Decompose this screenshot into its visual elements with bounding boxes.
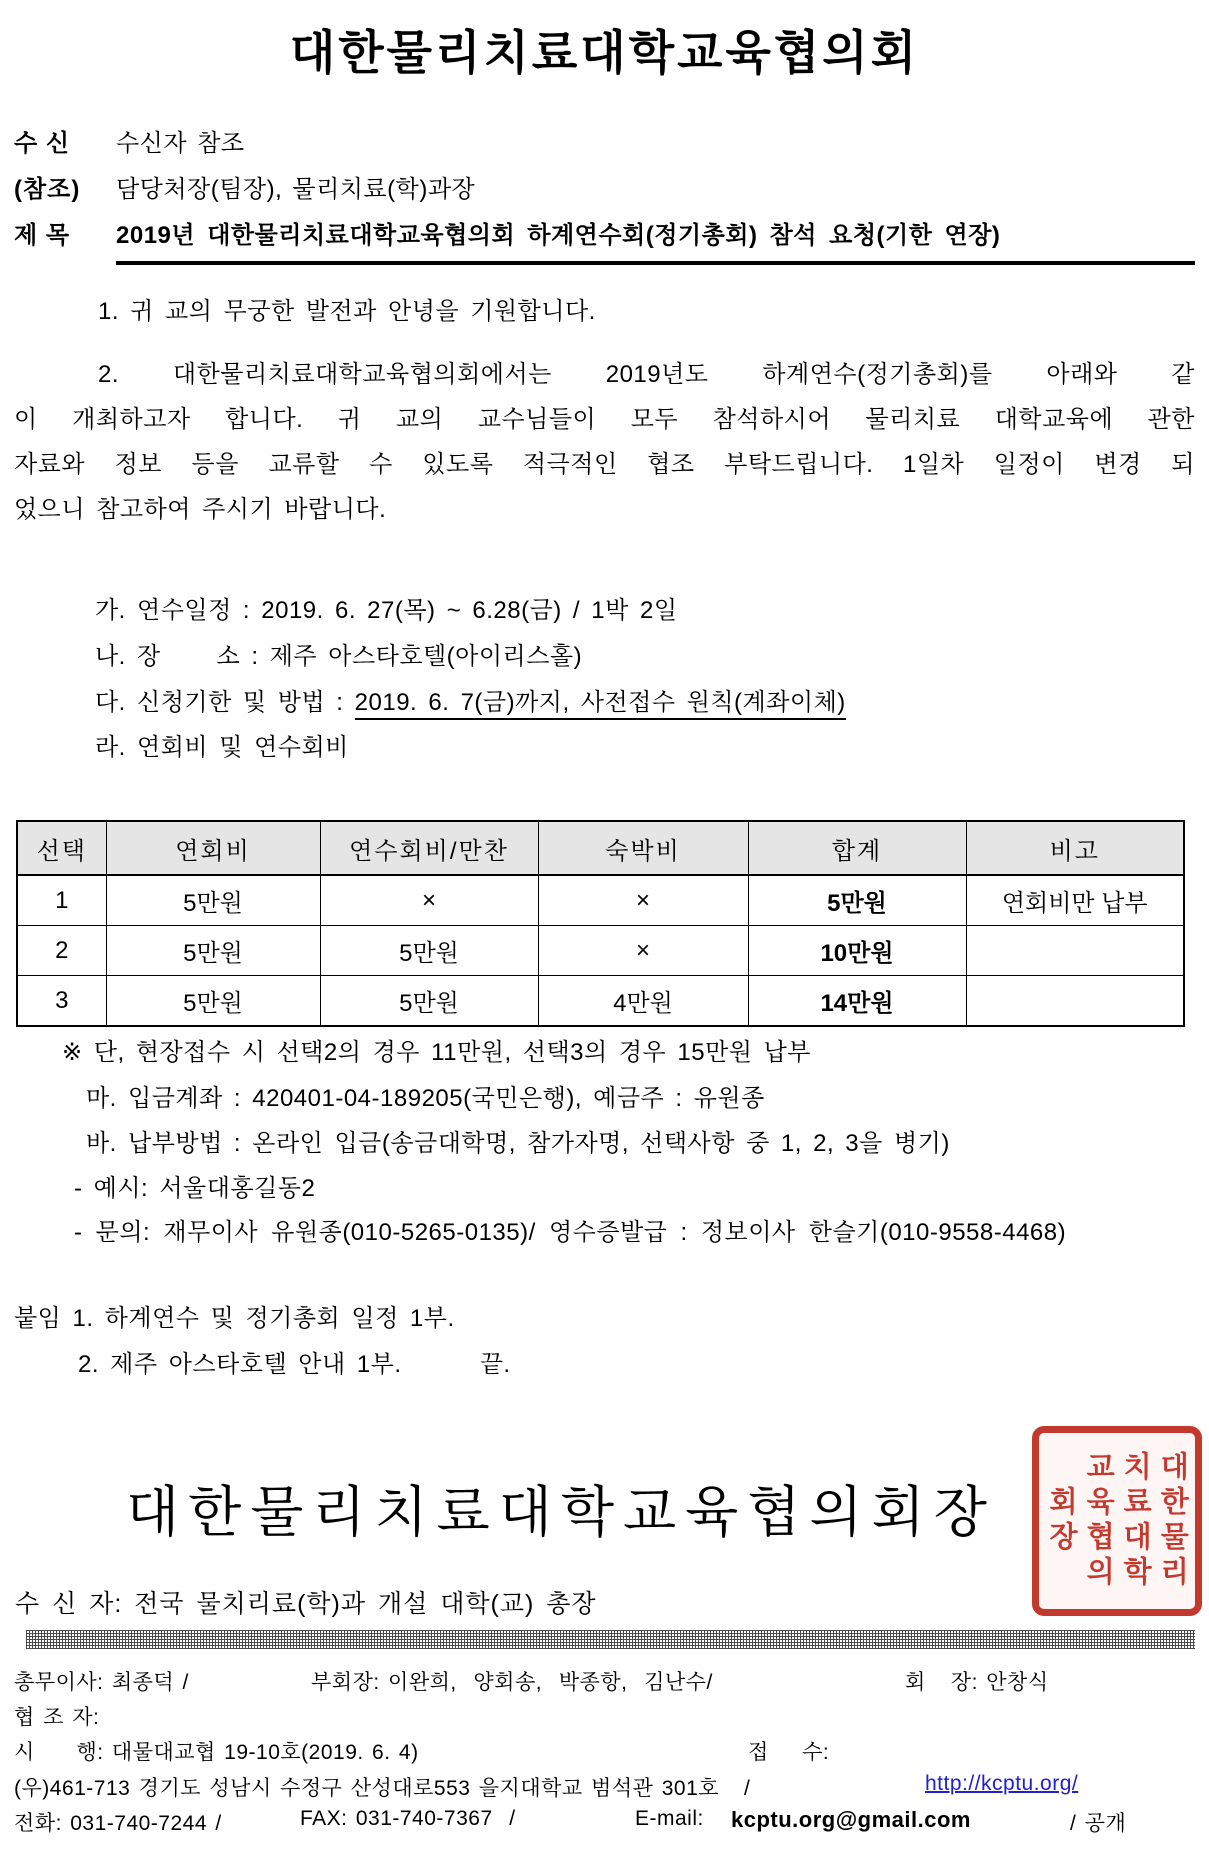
official-seal-stamp	[1032, 1426, 1202, 1616]
postal-address: (우)461-713 경기도 성남시 수정구 산성대로553 을지대학교 범석관 301호 /	[14, 1777, 751, 1800]
organization-title: 대한물리치료대학교육협의회	[289, 26, 920, 79]
recipient-value: 수신자 참조	[116, 130, 245, 157]
subject-value: 2019년 대한물리치료대학교육협의회 하계연수회(정기총회) 참석 요청(기한 연장)	[116, 220, 1195, 265]
cell-lodging: ×	[538, 926, 748, 976]
footer-contact-line	[14, 1807, 1195, 1837]
execution-number: 시 행: 대물대교협 19-10호(2019. 6. 4)	[14, 1741, 419, 1764]
final-recipient-line: 수 신 자: 전국 물치리료(학)과 개설 대학(교) 총장	[15, 1590, 597, 1618]
recipient-row	[14, 128, 1195, 160]
cell-choice: 2	[17, 926, 106, 976]
header-training-fee: 연수회비/만찬	[320, 821, 538, 875]
cell-annual: 5만원	[106, 976, 320, 1027]
fee-table-header-row	[17, 821, 1184, 875]
table-row	[17, 875, 1184, 926]
paragraph-line: 었으니 참고하여 주시기 바랍니다.	[14, 496, 387, 523]
seal-column: 치료대학	[1119, 1451, 1154, 1591]
paragraph-line: 이 개최하고자 합니다. 귀 교의 교수님들이 모두 참석하시어 물리치료 대학교육에 관한	[14, 406, 1195, 433]
cooperator-label: 협 조 자:	[14, 1706, 100, 1729]
note-contact: - 문의: 재무이사 유원종(010-5265-0135)/ 영수증발급 : 정보이사 한슬기(010-9558-4468)	[74, 1219, 1067, 1246]
vice-presidents: 부회장: 이완희, 양회송, 박종항, 김난수/	[311, 1671, 713, 1694]
president-signature-title: 대한물리치료대학교육협의회장	[126, 1481, 996, 1543]
cell-total: 14만원	[748, 976, 966, 1027]
note-onsite-payment: ※ 단, 현장접수 시 선택2의 경우 11만원, 선택3의 경우 15만원 납부	[62, 1039, 811, 1066]
footer-execution-line	[14, 1736, 1195, 1766]
cc-value: 담당처장(팀장), 물리치료(학)과장	[116, 176, 476, 203]
note-bank-account: 마. 입금계좌 : 420401-04-189205(국민은행), 예금주 : 유원종	[86, 1085, 765, 1112]
footer-address-line	[14, 1772, 1195, 1802]
cell-annual: 5만원	[106, 926, 320, 976]
header-choice: 선택	[17, 821, 106, 875]
paragraph-announcement	[14, 352, 1195, 532]
cell-training: 5만원	[320, 926, 538, 976]
cell-remarks	[966, 926, 1184, 976]
managing-director: 총무이사: 최종덕 /	[14, 1671, 189, 1694]
subject-row	[14, 220, 1195, 265]
cell-total: 10만원	[748, 926, 966, 976]
recipient-label: 수 신	[14, 130, 71, 157]
telephone-number: 전화: 031-740-7244 /	[14, 1812, 222, 1835]
cell-training: 5만원	[320, 976, 538, 1027]
item-schedule: 가. 연수일정 : 2019. 6. 27(목) ~ 6.28(금) / 1박 2일	[95, 597, 678, 624]
cc-row	[14, 174, 1195, 206]
subject-label: 제 목	[14, 222, 71, 249]
cc-label: (참조)	[14, 176, 81, 203]
item-deadline-underlined: 2019. 6. 7(금)까지, 사전접수 원칙(계좌이체)	[355, 689, 846, 720]
header-remarks: 비고	[966, 821, 1184, 875]
cell-remarks: 연회비만 납부	[966, 875, 1184, 926]
item-venue: 나. 장 소 : 제주 아스타호텔(아이리스홀)	[95, 643, 583, 670]
note-payment-method: 바. 납부방법 : 온라인 입금(송금대학명, 참가자명, 선택사항 중 1, 2, 3을 병기)	[86, 1130, 950, 1157]
table-row	[17, 976, 1184, 1027]
header-lodging-fee: 숙박비	[538, 821, 748, 875]
item-fees: 라. 연회비 및 연수회비	[95, 734, 349, 761]
email-label: E-mail:	[635, 1807, 704, 1830]
disclosure-status: / 공개	[1070, 1812, 1127, 1835]
paragraph-line: 2. 대한물리치료대학교육협의회에서는 2019년도 하계연수(정기총회)를 아래와 같	[98, 361, 1195, 388]
attachment-line-1: 붙임 1. 하계연수 및 정기총회 일정 1부.	[14, 1305, 455, 1332]
cell-lodging: 4만원	[538, 976, 748, 1027]
website-link[interactable]: http://kcptu.org/	[925, 1772, 1079, 1795]
paragraph-line: 자료와 정보 등을 교류할 수 있도록 적극적인 협조 부탁드립니다. 1일차 일정이 변경 되	[14, 451, 1195, 478]
cell-remarks	[966, 976, 1184, 1027]
cell-choice: 1	[17, 875, 106, 926]
cell-annual: 5만원	[106, 875, 320, 926]
hatched-divider-band	[26, 1630, 1195, 1649]
president: 회 장: 안창식	[905, 1671, 1049, 1694]
cell-choice: 3	[17, 976, 106, 1027]
table-row	[17, 926, 1184, 976]
email-address: kcptu.org@gmail.com	[731, 1807, 971, 1832]
footer-officers-line	[14, 1666, 1195, 1696]
fee-table	[16, 820, 1185, 1027]
seal-column: 교육협의	[1082, 1451, 1117, 1591]
seal-column: 대한물리	[1156, 1451, 1191, 1591]
fax-number: FAX: 031-740-7367 /	[300, 1807, 516, 1830]
cell-total: 5만원	[748, 875, 966, 926]
item-deadline	[95, 682, 846, 717]
cell-lodging: ×	[538, 875, 748, 926]
cell-training: ×	[320, 875, 538, 926]
note-example: - 예시: 서울대홍길동2	[74, 1175, 316, 1202]
header-annual-fee: 연회비	[106, 821, 320, 875]
receipt-label: 접 수:	[748, 1741, 830, 1764]
header-total: 합계	[748, 821, 966, 875]
footer-cooperator-line	[14, 1701, 1195, 1731]
item-deadline-prefix: 다. 신청기한 및 방법 :	[95, 689, 355, 716]
attachment-line-2: 2. 제주 아스타호텔 안내 1부. 끝.	[78, 1351, 511, 1378]
seal-column: 회장	[1045, 1486, 1080, 1556]
paragraph-greeting: 1. 귀 교의 무궁한 발전과 안녕을 기원합니다.	[98, 298, 596, 325]
